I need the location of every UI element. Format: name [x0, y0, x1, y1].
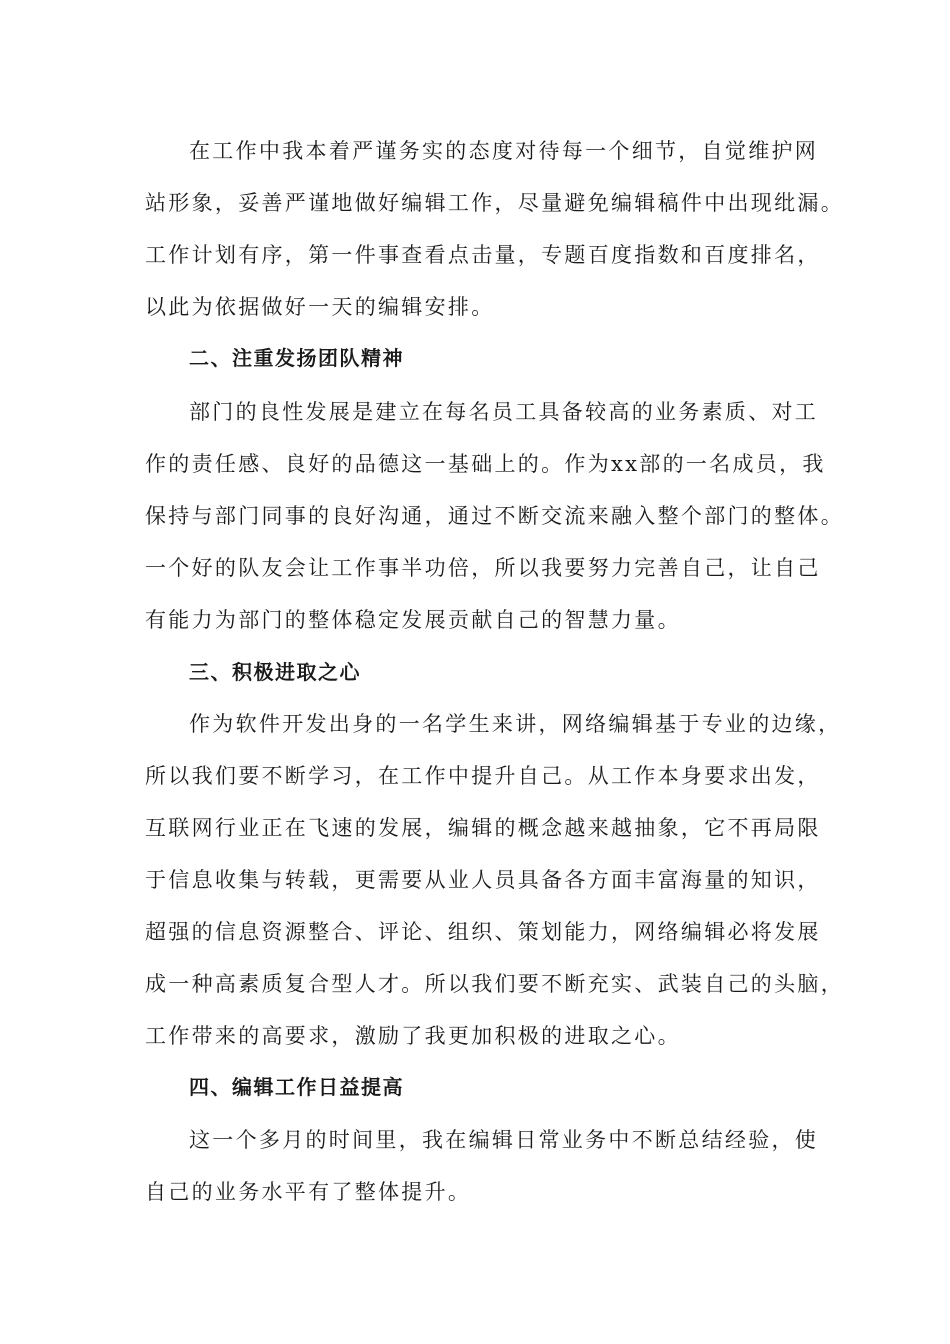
paragraph-line: 成一种高素质复合型人才。所以我们要不断充实、武装自己的头脑， — [145, 972, 844, 996]
paragraph-line: 互联网行业正在飞速的发展，编辑的概念越来越抽象，它不再局限 — [145, 816, 821, 840]
paragraph-line: 以此为依据做好一天的编辑安排。 — [145, 295, 495, 319]
section-heading-editing: 四、编辑工作日益提高 — [189, 1075, 404, 1099]
section-heading-progress: 三、积极进取之心 — [189, 660, 361, 684]
paragraph-line: 自己的业务水平有了整体提升。 — [145, 1180, 472, 1204]
paragraph-line: 于信息收集与转载，更需要从业人员具备各方面丰富海量的知识， — [145, 868, 821, 892]
paragraph-line: 站形象，妥善严谨地做好编辑工作，尽量避免编辑稿件中出现纰漏。 — [145, 191, 844, 215]
paragraph-line: 部门的良性发展是建立在每名员工具备较高的业务素质、对工 — [189, 400, 819, 424]
paragraph-line: 有能力为部门的整体稳定发展贡献自己的智慧力量。 — [145, 608, 681, 632]
paragraph-line: 保持与部门同事的良好沟通，通过不断交流来融入整个部门的整体。 — [145, 504, 844, 528]
section-heading-team-spirit: 二、注重发扬团队精神 — [189, 346, 404, 370]
paragraph-line: 工作计划有序，第一件事查看点击量，专题百度指数和百度排名， — [145, 243, 821, 267]
paragraph-line: 一个好的队友会让工作事半功倍，所以我要努力完善自己，让自己 — [145, 556, 821, 580]
paragraph-editing — [145, 1114, 819, 1218]
paragraph-line: 作的责任感、良好的品德这一基础上的。作为xx部的一名成员，我 — [145, 452, 826, 476]
paragraph-intro — [145, 125, 844, 333]
paragraph-team-spirit — [145, 386, 844, 646]
paragraph-line: 超强的信息资源整合、评论、组织、策划能力，网络编辑必将发展 — [145, 920, 821, 944]
paragraph-line: 在工作中我本着严谨务实的态度对待每一个细节，自觉维护网 — [189, 139, 819, 163]
paragraph-line: 工作带来的高要求，激励了我更加积极的进取之心。 — [145, 1024, 681, 1048]
paragraph-line: 作为软件开发出身的一名学生来讲，网络编辑基于专业的边缘， — [189, 712, 842, 736]
paragraph-line: 所以我们要不断学习，在工作中提升自己。从工作本身要求出发， — [145, 764, 821, 788]
paragraph-progress — [145, 698, 844, 1062]
paragraph-line: 这一个多月的时间里，我在编辑日常业务中不断总结经验，使 — [189, 1128, 819, 1152]
